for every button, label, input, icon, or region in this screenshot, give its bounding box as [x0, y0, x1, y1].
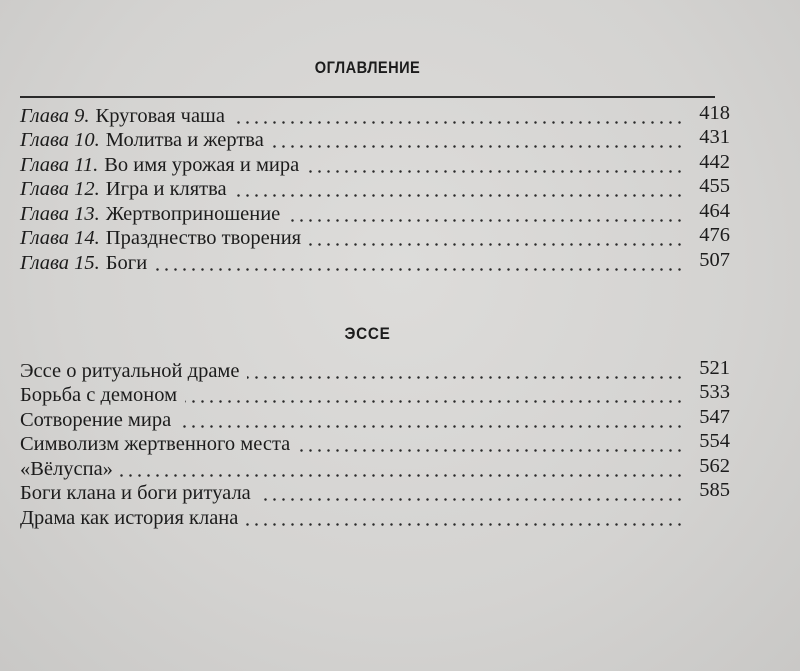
toc-entry-text	[20, 228, 304, 248]
toc-entry[interactable]	[20, 199, 730, 224]
essay-title: Символизм жертвенного места	[20, 433, 291, 455]
toc-entry-text	[20, 204, 283, 224]
toc-entry[interactable]	[20, 454, 730, 479]
page-number: 533	[699, 381, 730, 403]
essay-title: Боги клана и боги ритуала	[20, 482, 251, 504]
chapter-title: Жертвоприношение	[105, 202, 281, 225]
leader-dots	[155, 268, 684, 271]
toc-entry[interactable]	[20, 101, 730, 126]
leader-dots	[298, 449, 684, 452]
toc-entry-text	[20, 130, 267, 150]
header-rule	[20, 96, 715, 98]
leader-dots	[307, 170, 684, 173]
page-number: 547	[699, 405, 730, 428]
toc-entry[interactable]	[20, 430, 730, 455]
essay-title: Сотворение мира	[20, 408, 172, 431]
essay-title: Драма как история клана	[20, 506, 239, 529]
toc-entry[interactable]	[20, 405, 730, 430]
toc-entry[interactable]	[20, 224, 730, 249]
toc-entry[interactable]	[20, 175, 730, 200]
toc-entry[interactable]	[20, 248, 730, 273]
leader-dots	[120, 474, 684, 477]
page-number: 521	[699, 356, 730, 379]
leader-dots	[232, 121, 684, 124]
toc-entry-text	[20, 106, 228, 126]
toc-entry[interactable]	[20, 126, 730, 151]
chapter-title: Круговая чаша	[95, 104, 225, 127]
leader-dots	[185, 400, 684, 403]
toc-entry-text	[20, 155, 302, 175]
chapter-title: Молитва и жертва	[105, 129, 264, 151]
chapter-title: Празднество творения	[105, 227, 302, 249]
page-number: 554	[699, 430, 730, 452]
chapter-number: Глава 14.	[20, 227, 100, 249]
page-number: 418	[699, 101, 730, 124]
chapters-list	[20, 101, 730, 273]
chapter-number: Глава 15.	[20, 251, 100, 274]
page-number: 442	[699, 150, 730, 173]
leader-dots	[309, 243, 684, 246]
chapter-number: Глава 11.	[20, 153, 99, 176]
chapter-number: Глава 13.	[20, 202, 100, 225]
toc-entry[interactable]	[20, 356, 730, 381]
chapter-title: Боги	[105, 251, 148, 274]
leader-dots	[288, 219, 684, 222]
page-number: 476	[699, 224, 730, 246]
chapter-title: Игра и клятва	[105, 178, 227, 200]
toc-entry[interactable]	[20, 381, 730, 406]
essay-title: Борьба с демоном	[20, 384, 178, 406]
leader-dots	[179, 425, 684, 428]
essay-title: Эссе о ритуальной драме	[20, 359, 240, 382]
page-number: 431	[699, 126, 730, 148]
page-number: 507	[699, 248, 730, 271]
page-number: 455	[699, 175, 730, 197]
leader-dots	[271, 145, 684, 148]
toc-entry-text	[20, 179, 230, 199]
leader-dots	[234, 194, 684, 197]
essay-title: «Вёлуспа»	[20, 457, 113, 480]
section-title: ЭССЕ	[344, 324, 391, 343]
chapter-title: Во имя урожая и мира	[104, 153, 300, 176]
toc-entry[interactable]	[20, 479, 730, 504]
essays-list	[20, 356, 730, 528]
page-number: 585	[699, 479, 730, 501]
leader-dots	[246, 523, 684, 526]
leader-dots	[247, 376, 684, 379]
page-header: ОГЛАВЛЕНИЕ	[314, 58, 421, 77]
chapter-number: Глава 10.	[20, 129, 100, 151]
toc-entry-text	[20, 253, 150, 273]
page-number: 464	[699, 199, 730, 222]
leader-dots	[258, 498, 684, 501]
chapter-number: Глава 9.	[20, 104, 90, 127]
page-number: 562	[699, 454, 730, 477]
toc-entry[interactable]	[20, 503, 730, 528]
chapter-number: Глава 12.	[20, 178, 100, 200]
toc-entry[interactable]	[20, 150, 730, 175]
